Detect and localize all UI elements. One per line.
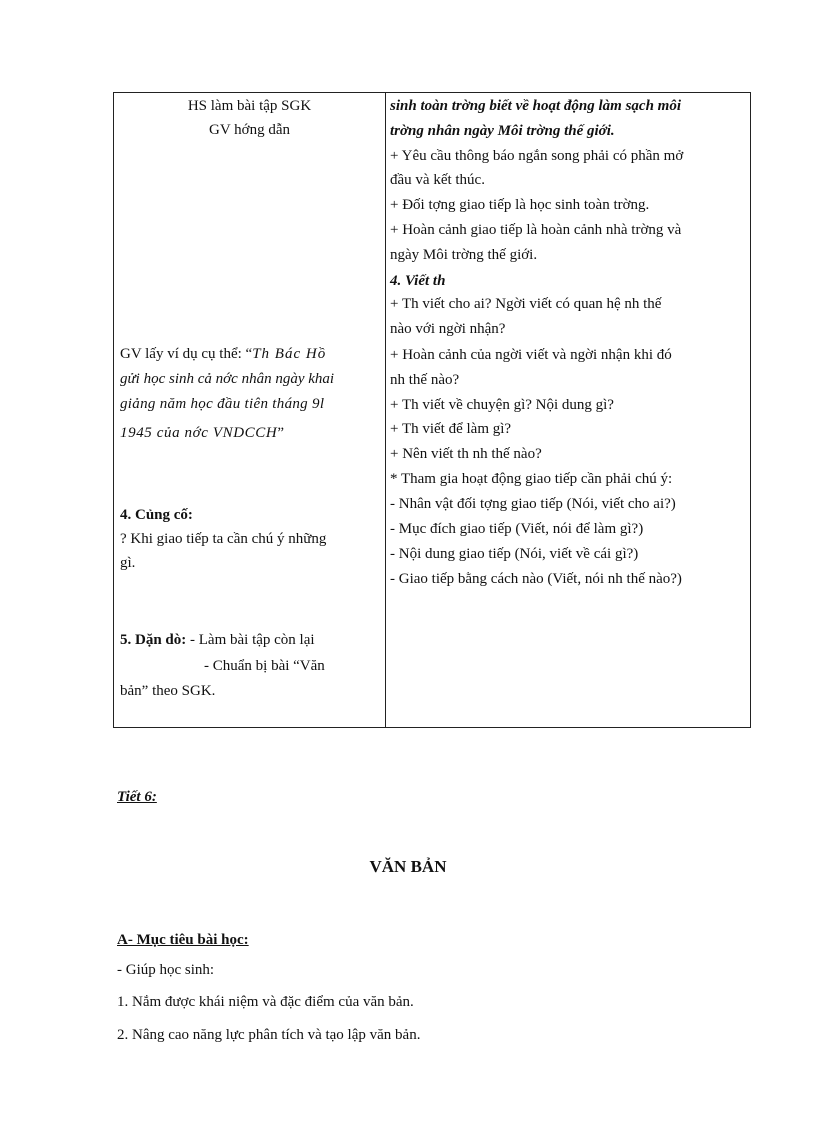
homework-heading: 5. Dặn dò:: [120, 632, 187, 648]
objective-2: 2. Nâng cao năng lực phân tích và tạo lập văn bản.: [117, 1027, 421, 1043]
right-line-15: - Mục đích giao tiếp (Viết, nói để làm gì?): [390, 521, 644, 537]
example-line-2: gửi học sinh cả nớc nhân ngày khai: [120, 371, 335, 387]
example-close-quote: ”: [277, 425, 284, 441]
objectives-intro: - Giúp học sinh:: [117, 962, 215, 978]
teacher-activity-column: [114, 93, 385, 727]
period-label: Tiết 6:: [117, 789, 157, 805]
homework-line-2: - Chuẩn bị bài “Văn: [204, 658, 325, 674]
right-line-bi-2: trờng nhân ngày Môi trờng thế giới.: [390, 123, 615, 139]
right-line-14: - Nhân vật đối tợng giao tiếp (Nói, viết cho ai?): [390, 496, 676, 512]
right-line-13: * Tham gia hoạt động giao tiếp cần phải chú ý:: [390, 471, 673, 487]
consolidate-heading: 4. Củng cố:: [120, 507, 193, 523]
right-line-16: - Nội dung giao tiếp (Nói, viết về cái gì?): [390, 546, 639, 562]
right-line-8: + Hoàn cảnh của ngời viết và ngời nhận khi đó: [390, 347, 672, 363]
example-line-4: [120, 423, 378, 443]
homework-line-1: [120, 630, 315, 650]
consolidate-question-1: ? Khi giao tiếp ta cần chú ý những: [120, 531, 327, 547]
example-line-3: giảng năm học đầu tiên tháng 9l: [120, 396, 325, 412]
right-line-12: + Nên viết th nh thế nào?: [390, 446, 542, 462]
lesson-table: [113, 92, 751, 728]
section-title: VĂN BẢN: [369, 857, 447, 876]
right-line-6: + Th viết cho ai? Ngời viết có quan hệ nh thế: [390, 296, 662, 312]
right-line-11: + Th viết để làm gì?: [390, 421, 512, 437]
right-line-4: + Hoàn cảnh giao tiếp là hoàn cảnh nhà trờng và: [390, 222, 682, 238]
right-line-17: - Giao tiếp bằng cách nào (Viết, nói nh thế nào?): [390, 571, 682, 587]
right-heading-write-letter: 4. Viết th: [390, 273, 446, 289]
right-line-2: đầu và kết thúc.: [390, 172, 485, 188]
right-line-10: + Th viết về chuyện gì? Nội dung gì?: [390, 397, 614, 413]
content-column: [386, 93, 750, 727]
right-line-7: nào với ngời nhận?: [390, 321, 506, 337]
example-line-1: [120, 344, 378, 364]
right-line-bi-1: sinh toàn trờng biết về hoạt động làm sạch môi: [390, 98, 682, 114]
left-line-2: GV hớng dẫn: [209, 122, 290, 138]
objectives-heading: A- Mục tiêu bài học:: [117, 932, 249, 948]
homework-line-3: bản” theo SGK.: [120, 683, 216, 699]
example-italic-4: 1945 của nớc VNDCCH: [120, 425, 278, 441]
example-italic-1: Th Bác Hồ: [252, 346, 327, 362]
right-line-5: ngày Môi trờng thế giới.: [390, 247, 538, 263]
homework-item-1: - Làm bài tập còn lại: [186, 632, 315, 648]
right-line-9: nh thế nào?: [390, 372, 460, 388]
left-line-1: HS làm bài tập SGK: [187, 98, 312, 114]
right-line-1: + Yêu cầu thông báo ngắn song phải có phần mở: [390, 148, 684, 164]
right-line-3: + Đối tợng giao tiếp là học sinh toàn trờng.: [390, 197, 650, 213]
example-intro: GV lấy ví dụ cụ thể: “: [120, 346, 253, 362]
consolidate-question-2: gì.: [120, 555, 136, 571]
objective-1: 1. Nắm được khái niệm và đặc điểm của văn bản.: [117, 994, 414, 1010]
